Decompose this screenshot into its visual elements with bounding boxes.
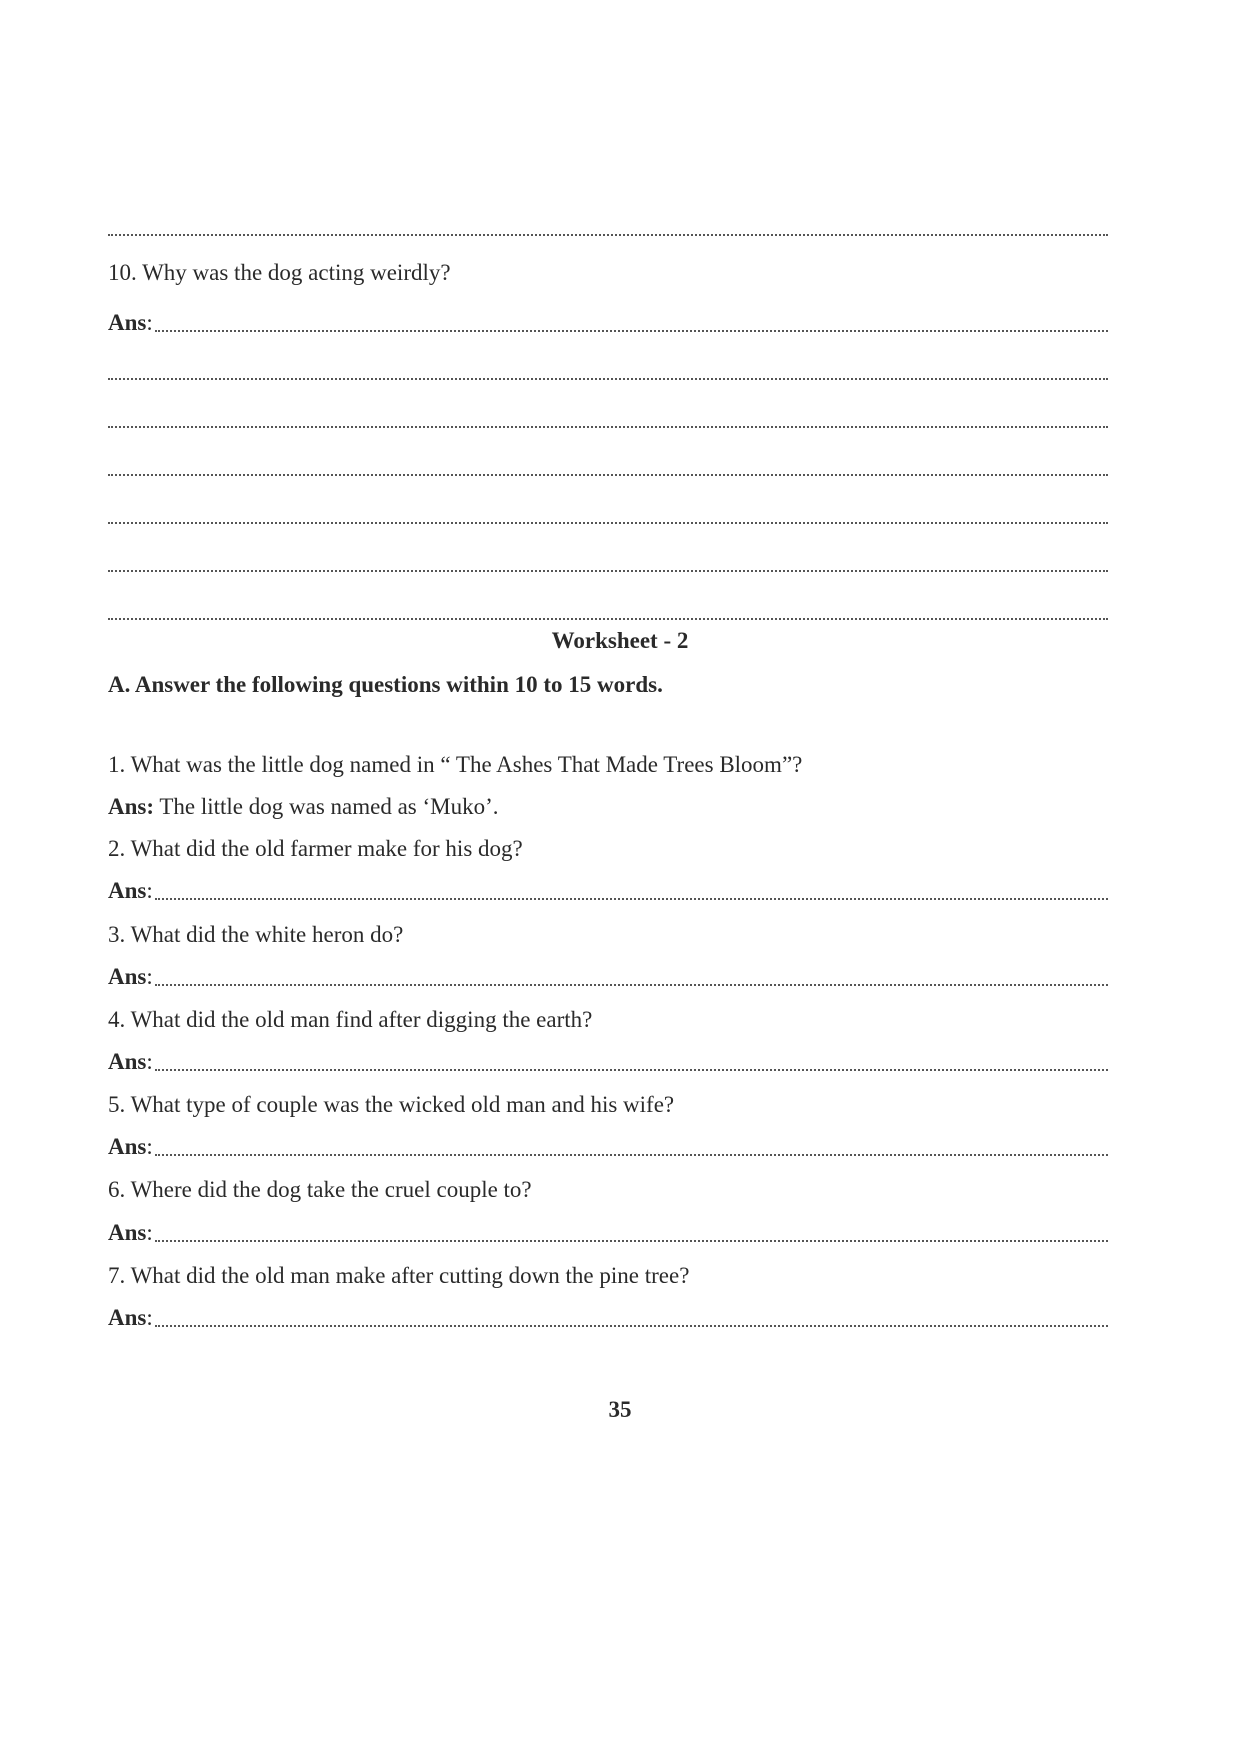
answer-line[interactable] (108, 212, 1108, 242)
answer-label: Ans (108, 964, 147, 989)
answer-label: Ans: (108, 794, 155, 819)
answer-blank[interactable] (153, 1132, 1108, 1162)
answer-row-3[interactable] (108, 962, 1108, 992)
answer-blank[interactable] (153, 962, 1108, 992)
answer-blank[interactable] (153, 876, 1108, 906)
answer-line[interactable] (108, 356, 1108, 386)
question-6: 6. Where did the dog take the cruel couple to? (108, 1177, 532, 1202)
question-2: 2. What did the old farmer make for his dog? (108, 836, 523, 861)
answer-label: Ans (108, 310, 147, 335)
answer-blank[interactable] (153, 308, 1108, 338)
answer-label: Ans (108, 878, 147, 903)
answer-row-2[interactable] (108, 876, 1108, 906)
page-number: 35 (608, 1397, 632, 1422)
answer-row-10[interactable] (108, 308, 1108, 338)
question-5: 5. What type of couple was the wicked old man and his wife? (108, 1092, 675, 1117)
answer-colon: : (146, 1134, 153, 1159)
answer-line[interactable] (108, 404, 1108, 434)
answer-colon: : (146, 964, 153, 989)
question-7: 7. What did the old man make after cutting down the pine tree? (108, 1263, 690, 1288)
answer-1 (108, 792, 1108, 822)
answer-blank[interactable] (153, 1218, 1108, 1248)
answer-line[interactable] (108, 548, 1108, 578)
worksheet-title: Worksheet - 2 (551, 628, 689, 653)
question-1: 1. What was the little dog named in “ The Ashes That Made Trees Bloom”? (108, 752, 803, 777)
answer-label: Ans (108, 1220, 147, 1245)
answer-colon: : (146, 310, 153, 335)
answer-label: Ans (108, 1134, 147, 1159)
answer-text: The little dog was named as ‘Muko’. (154, 794, 499, 819)
answer-row-7[interactable] (108, 1303, 1108, 1333)
answer-label: Ans (108, 1049, 147, 1074)
answer-colon: : (146, 1220, 153, 1245)
answer-label: Ans (108, 1305, 147, 1330)
answer-blank[interactable] (153, 1047, 1108, 1077)
answer-row-5[interactable] (108, 1132, 1108, 1162)
question-3: 3. What did the white heron do? (108, 922, 404, 947)
answer-blank[interactable] (153, 1303, 1108, 1333)
question-4: 4. What did the old man find after digging the earth? (108, 1007, 593, 1032)
answer-line[interactable] (108, 596, 1108, 626)
answer-colon: : (146, 878, 153, 903)
question-10: 10. Why was the dog acting weirdly? (108, 260, 451, 285)
answer-colon: : (146, 1305, 153, 1330)
answer-colon: : (146, 1049, 153, 1074)
answer-row-6[interactable] (108, 1218, 1108, 1248)
answer-line[interactable] (108, 452, 1108, 482)
section-heading: A. Answer the following questions within 10 to 15 words. (108, 672, 663, 697)
answer-line[interactable] (108, 500, 1108, 530)
answer-row-4[interactable] (108, 1047, 1108, 1077)
